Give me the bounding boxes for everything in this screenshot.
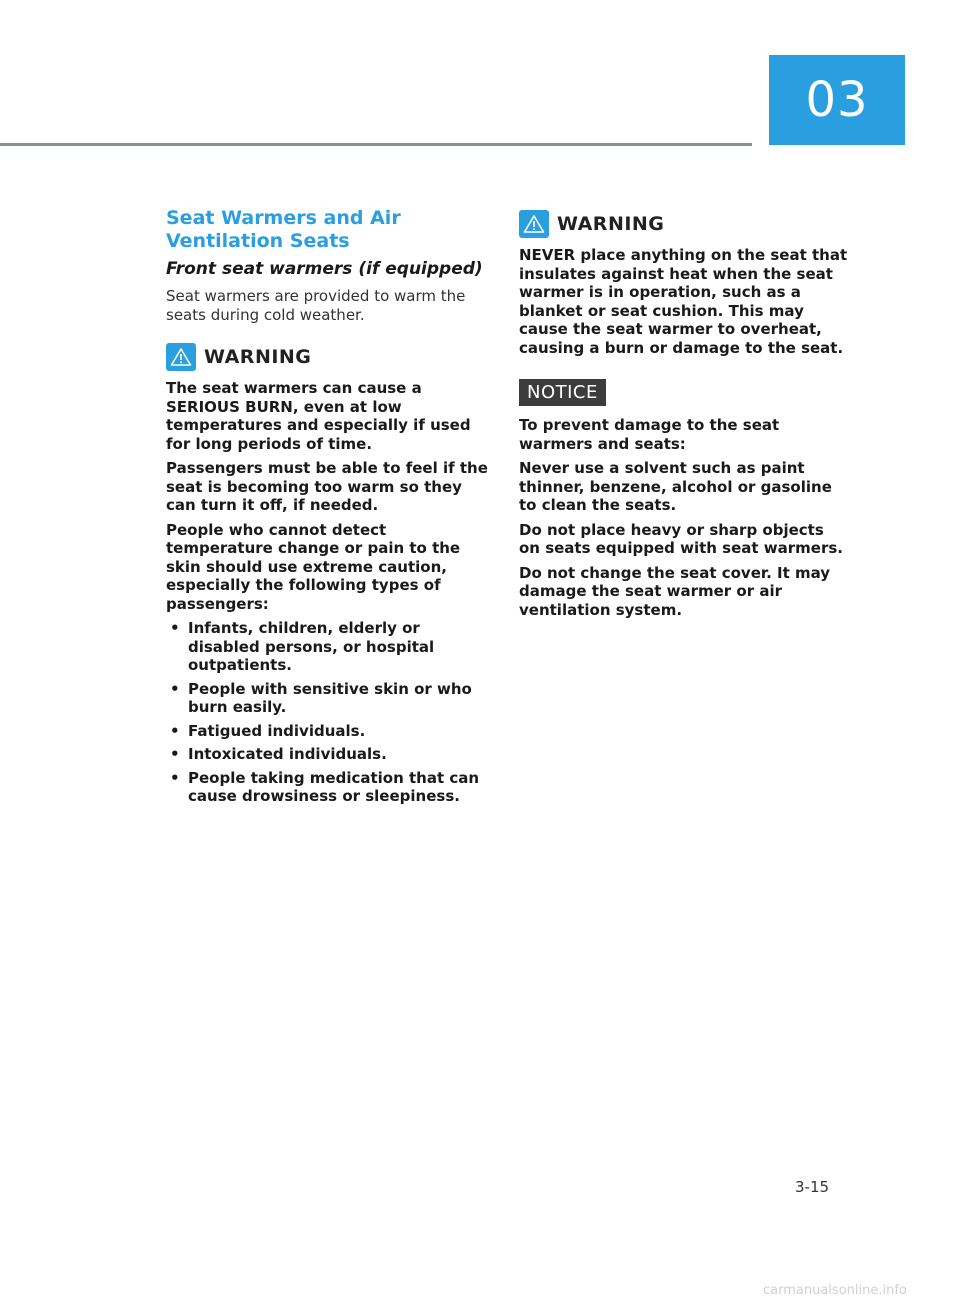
- warning-triangle-icon: [519, 210, 549, 238]
- notice-badge: NOTICE: [519, 379, 606, 406]
- intro-text: Seat warmers are provided to warm the seats during cold weather.: [166, 287, 466, 324]
- list-item: • Intoxicated individuals.: [166, 745, 496, 764]
- list-item: • People with sensitive skin or who burn easily.: [166, 680, 496, 717]
- notice-paragraph: To prevent damage to the seat warmers and seats:: [519, 416, 780, 453]
- passenger-list: [166, 619, 496, 806]
- warning-header: [166, 343, 496, 371]
- warning-label: WARNING: [204, 346, 312, 368]
- warning-label: WARNING: [557, 213, 665, 235]
- warning-paragraph: Passengers must be able to feel if the seat is becoming too warm so they can turn it off, if needed.: [166, 459, 488, 514]
- list-item: • Infants, children, elderly or disabled persons, or hospital outpatients.: [166, 619, 496, 675]
- header-rule: [0, 143, 752, 146]
- warning-triangle-icon: [166, 343, 196, 371]
- list-item: • People taking medication that can cause drowsiness or sleepiness.: [166, 769, 496, 806]
- subsection-title: Front seat warmers (if equipped): [166, 259, 483, 279]
- left-column: [166, 207, 496, 811]
- warning-header: [519, 210, 849, 238]
- warning-paragraph: NEVER place anything on the seat that insulates against heat when the seat warmer is in operation, such as a blanket or seat cushion. This may cause the seat warmer to overheat, causing a burn or damage to the seat.: [519, 246, 848, 357]
- watermark: carmanualsonline.info: [763, 1283, 907, 1298]
- section-title: Seat Warmers and Air Ventilation Seats: [166, 207, 401, 252]
- chapter-tab: [769, 55, 905, 145]
- warning-paragraph: People who cannot detect temperature change or pain to the skin should use extreme caution, especially the following types of passengers:: [166, 520, 461, 613]
- notice-paragraph: Never use a solvent such as paint thinner, benzene, alcohol or gasoline to clean the seats.: [519, 459, 832, 514]
- chapter-number: 03: [805, 72, 869, 128]
- right-column: [519, 210, 849, 625]
- notice-paragraph: Do not change the seat cover. It may damage the seat warmer or air ventilation system.: [519, 563, 831, 619]
- notice-paragraph: Do not place heavy or sharp objects on seats equipped with seat warmers.: [519, 520, 843, 557]
- page-number: 3-15: [795, 1178, 830, 1196]
- list-item: • Fatigued individuals.: [166, 722, 496, 741]
- warning-paragraph: The seat warmers can cause a SERIOUS BURN, even at low temperatures and especially if used for long periods of time.: [166, 379, 471, 453]
